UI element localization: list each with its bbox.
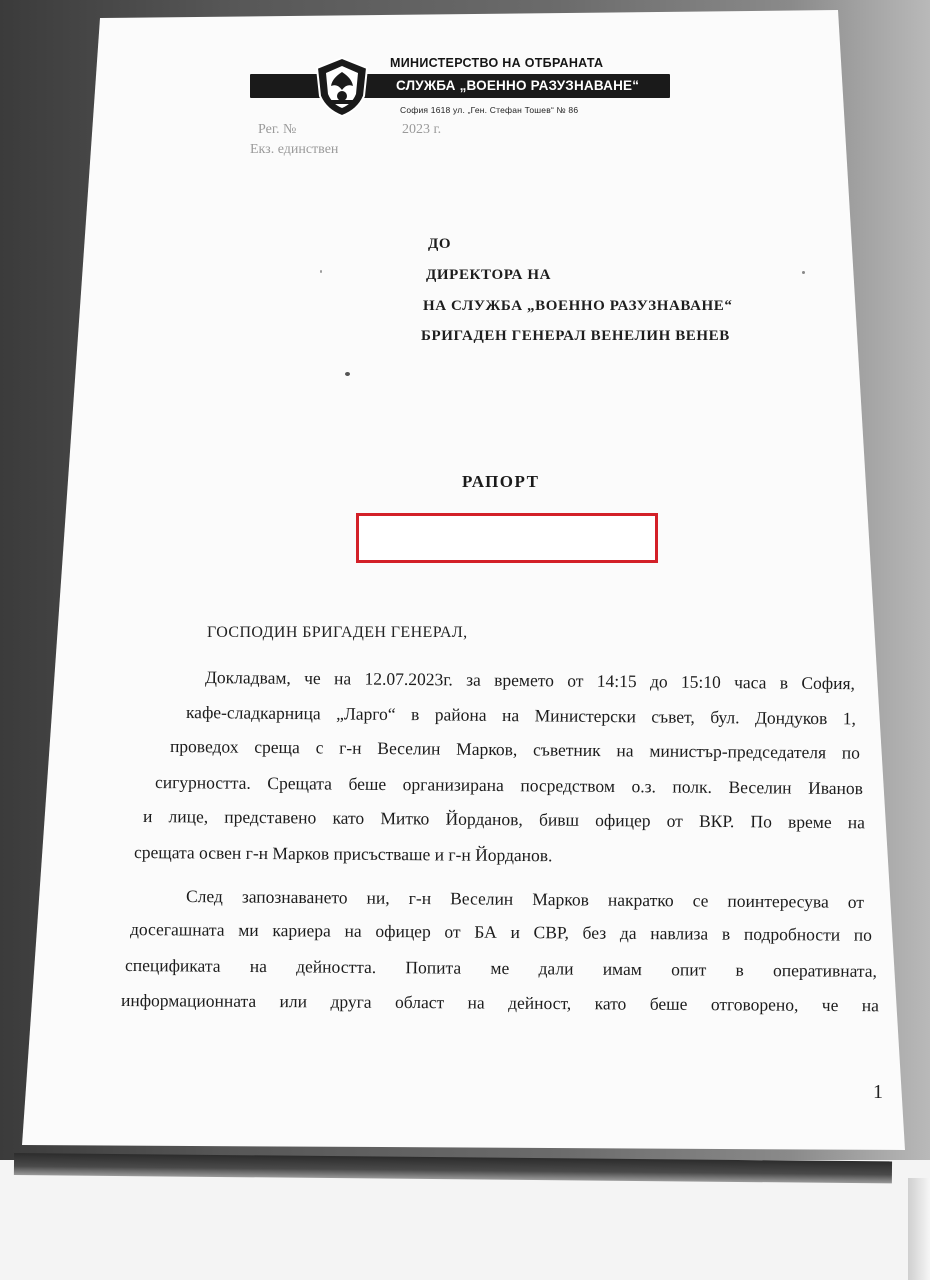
paragraph-line: срещата освен г-н Марков присъстваше и г-н Йорданов. [133, 842, 553, 866]
paragraph-line: сигурността. Срещата беше организирана посредством о.з. полк. Веселин Иванов [154, 772, 864, 799]
paragraph-line: и лице, представено като Митко Йорданов, бивш офицер от ВКР. По време на [142, 806, 866, 833]
registration-number: Рег. № [258, 122, 297, 137]
scan-edge [908, 1178, 930, 1280]
paragraph-line: След запознаването ни, г-н Веселин Марков накратко се поинтересува от [185, 886, 865, 912]
service-address: София 1618 ул. „Ген. Стефан Тошев“ № 86 [400, 105, 579, 115]
letterhead [250, 52, 680, 132]
addressee-name: БРИГАДЕН ГЕНЕРАЛ ВЕНЕЛИН ВЕНЕВ [421, 328, 730, 344]
addressee-to: ДО [428, 236, 452, 252]
scan-speck [320, 270, 322, 273]
addressee-service: НА СЛУЖБА „ВОЕННО РАЗУЗНАВАНЕ“ [423, 298, 733, 314]
addressee-title: ДИРЕКТОРА НА [426, 267, 552, 283]
copies-note: Екз. единствен [250, 142, 339, 157]
redaction-box [356, 513, 658, 563]
paragraph-line: Докладвам, че на 12.07.2023г. за времето от 14:15 до 15:10 часа в София, [204, 667, 856, 694]
paragraph-line: досегашната ми кариера на офицер от БА и СВР, без да навлиза в подробности по [129, 919, 873, 945]
paragraph-line: кафе-сладкарница „Ларго“ в района на Министерски съвет, бул. Дондуков 1, [185, 702, 857, 729]
document-title: РАПОРТ [462, 472, 540, 491]
paragraph-line: проведох среща с г-н Веселин Марков, съветник на министър-председателя по [169, 736, 861, 763]
salutation: ГОСПОДИН БРИГАДЕН ГЕНЕРАЛ, [207, 624, 468, 641]
page-number: 1 [873, 1081, 883, 1103]
crest-emblem-icon [312, 56, 372, 118]
ministry-name: МИНИСТЕРСТВО НА ОТБРАНАТА [390, 56, 604, 70]
paragraph-line: информационната или друга област на дейност, като беше отговорено, че на [120, 990, 880, 1016]
registration-year: 2023 г. [402, 122, 442, 137]
paragraph-line: спецификата на дейността. Попита ме дали имам опит в оперативната, [124, 955, 878, 981]
service-name: СЛУЖБА „ВОЕННО РАЗУЗНАВАНЕ“ [396, 78, 640, 93]
scan-speck [802, 271, 805, 274]
scan-speck [345, 372, 350, 376]
